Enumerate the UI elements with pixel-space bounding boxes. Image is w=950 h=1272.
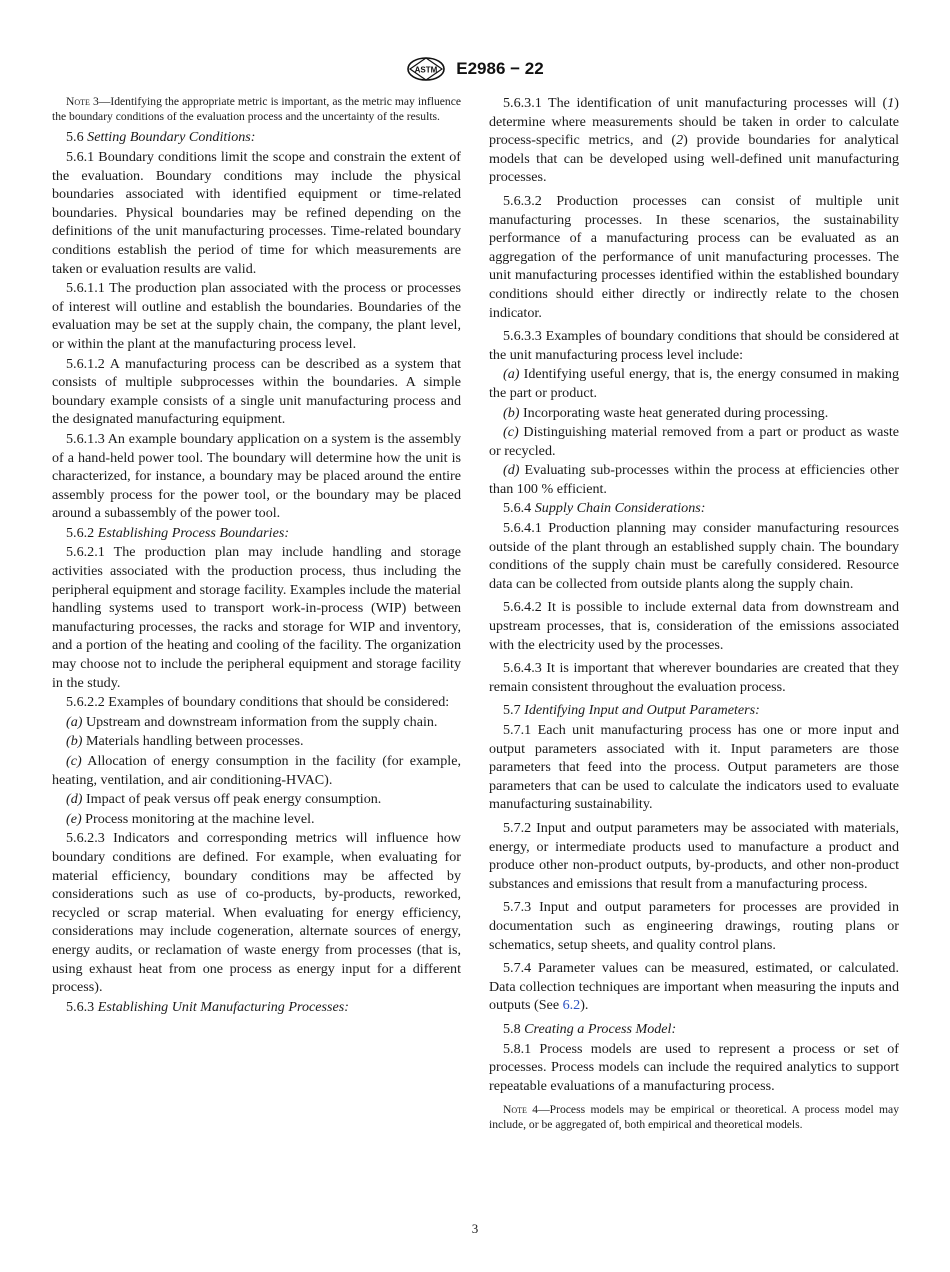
list-item-e: (e) Process monitoring at the machine level. <box>66 810 315 827</box>
section-5-8-heading: 5.8 Creating a Process Model: <box>503 1020 677 1037</box>
document-id: E2986 − 22 <box>456 59 544 78</box>
section-5-6-3-heading: 5.6.3 Establishing Unit Manufacturing Processes: <box>66 998 349 1015</box>
right-column <box>489 94 899 1137</box>
section-5-6-4-heading: 5.6.4 Supply Chain Considerations: <box>503 500 706 517</box>
para-5-6-2-2: 5.6.2.2 Examples of boundary conditions that should be considered: <box>66 694 450 711</box>
para-5-6-3-3: 5.6.3.3 Examples of boundary conditions that should be considered at the unit manufacturing process level include: <box>489 328 899 363</box>
para-5-6-3-2: 5.6.3.2 Production processes can consist of multiple unit manufacturing processes. In these scenarios, the sustainability performance of a manufacturing process can be evaluated as an aggregation of the performance of unit manufacturing processes. The unit manufacturing processes identified within the established boundary conditions should either directly or indirectly relate to the chosen indicator. <box>489 192 899 321</box>
para-5-6-1-1: 5.6.1.1 The production plan associated with the process or processes of interest will outline and establish the boundaries. Boundaries of the evaluation may be set at the supply chain, the company, the plant level, or within the plant at the manufacturing process level. <box>52 280 461 352</box>
left-column <box>52 94 461 1017</box>
list-item-b: (b) Materials handling between processes. <box>66 733 304 750</box>
para-5-6-4-2: 5.6.4.2 It is possible to include external data from downstream and upstream processes, that is, consideration of the emissions associated with the electricity used by the processes. <box>489 599 899 653</box>
para-5-6-3-1: 5.6.3.1 The identification of unit manufacturing processes will (1) determine where measurements should be taken in order to calculate process-specific metrics, and (2) provide boundaries for analytical models that can be developed using well-defined unit manufacturing processes. <box>489 95 900 186</box>
list-item-d: (d) Impact of peak versus off peak energy consumption. <box>66 791 382 808</box>
list-item-c: (c) Allocation of energy consumption in the facility (for example, heating, ventilation, and air conditioning-HVAC). <box>52 753 461 788</box>
para-5-6-1-2: 5.6.1.2 A manufacturing process can be described as a system that consists of multiple subprocesses within the boundaries. A simple boundary example consists of a single unit manufacturing process and the designated manufacturing equipment. <box>52 355 461 428</box>
para-5-7-1: 5.7.1 Each unit manufacturing process has one or more input and output parameters associated with it. Input parameters are those parameters that feed into the process. Output parameters are those parameters that can be used to calculate the indicators used to evaluate manufacturing sustainability. <box>489 722 899 813</box>
list-item-c: (c) Distinguishing material removed from a part or product as waste or recycled. <box>489 424 899 459</box>
para-5-6-2-1: 5.6.2.1 The production plan may include handling and storage activities associated with the production process, thus including the peripheral equipment and storage facility. Examples include the material handling systems used to transport work-in-process (WIP) between manufacturing processes, the racks and storage for WIP and inventory, and a portion of the heating and cooling of the facility. The organization may choose not to include the peripheral equipment and storage facility in the study. <box>52 544 461 691</box>
section-5-6-2-heading: 5.6.2 Establishing Process Boundaries: <box>66 524 290 541</box>
astm-logo-text: ASTM <box>414 65 438 75</box>
para-5-6-4-3: 5.6.4.3 It is important that wherever boundaries are created that they remain consistent throughout the evaluation process. <box>489 660 899 695</box>
para-5-7-3: 5.7.3 Input and output parameters for processes are provided in documentation such as engineering drawings, routing plans or schematics, setup sheets, and quality control plans. <box>489 899 899 953</box>
para-5-6-1: 5.6.1 Boundary conditions limit the scope and constrain the extent of the evaluation. Boundary conditions may include the physical boundaries associated with identified equipment or time-related boundaries. Physical boundaries may be refined depending on the definitions of the unit manufacturing processes. Time-related boundary conditions establish the period of time for which measurements are taken or evaluation results are valid. <box>52 149 461 277</box>
section-5-7-heading: 5.7 Identifying Input and Output Parameters: <box>503 702 760 719</box>
para-5-6-4-1: 5.6.4.1 Production planning may consider manufacturing resources outside of the plant through an established supply chain. The boundary conditions of the supply chain must be carefully considered. Resource data can be collected from outside plants along the supply chain. <box>489 520 899 592</box>
page-number: 3 <box>471 1221 479 1236</box>
para-5-6-1-3: 5.6.1.3 An example boundary application on a system is the assembly of a hand-held power tool. The boundary will determine how the unit is characterized, for instance, a boundary may be placed around the entire assembly process for the power tool, or the boundary may be placed around a subassembly of the power tool. <box>52 430 461 522</box>
list-item-a: (a) Upstream and downstream information from the supply chain. <box>66 713 438 730</box>
para-5-7-4: 5.7.4 Parameter values can be measured, estimated, or calculated. Data collection techniques are important when measuring the inputs and outputs (See 6.2). <box>489 960 899 1014</box>
section-5-6-heading: 5.6 Setting Boundary Conditions: <box>66 129 256 146</box>
section-6-2-link[interactable]: 6.2 <box>562 997 581 1014</box>
astm-logo-icon <box>406 56 446 82</box>
list-item-d: (d) Evaluating sub-processes within the process at efficiencies other than 100 % efficient. <box>489 462 899 497</box>
list-item-a: (a) Identifying useful energy, that is, the energy consumed in making the part or product. <box>489 366 899 401</box>
para-5-6-2-3: 5.6.2.3 Indicators and corresponding metrics will influence how boundary conditions are defined. For example, when evaluating for material efficiency, boundary conditions may be affected by considerations such as use of co-products, by-products, reworked, recycled or scrap material. When evaluating for energy efficiency, considerations may include cogeneration, alternate sources of energy, energy audits, or reclamation of waste energy from processes (that is, using exhaust heat from one process as energy input for a different process). <box>52 830 461 996</box>
list-item-b: (b) Incorporating waste heat generated during processing. <box>503 404 829 421</box>
para-5-7-2: 5.7.2 Input and output parameters may be associated with materials, energy, or intermediate products used to manufacture a product and produce other non-product outputs, by-products, and other non-product substances and emissions that result from a manufacturing process. <box>489 819 899 892</box>
note-4: Note 4—Process models may be empirical or theoretical. A process model may include, or be aggregated of, both empirical and theoretical models. <box>489 1103 900 1132</box>
page-header <box>0 56 950 82</box>
note-3: Note 3—Identifying the appropriate metric is important, as the metric may influence the boundary conditions of the evaluation process and the uncertainty of the results. <box>52 95 461 124</box>
para-5-8-1: 5.8.1 Process models are used to represent a process or set of processes. Process models can include the required analytics to support repeatable evaluations of a manufacturing process. <box>489 1040 899 1094</box>
